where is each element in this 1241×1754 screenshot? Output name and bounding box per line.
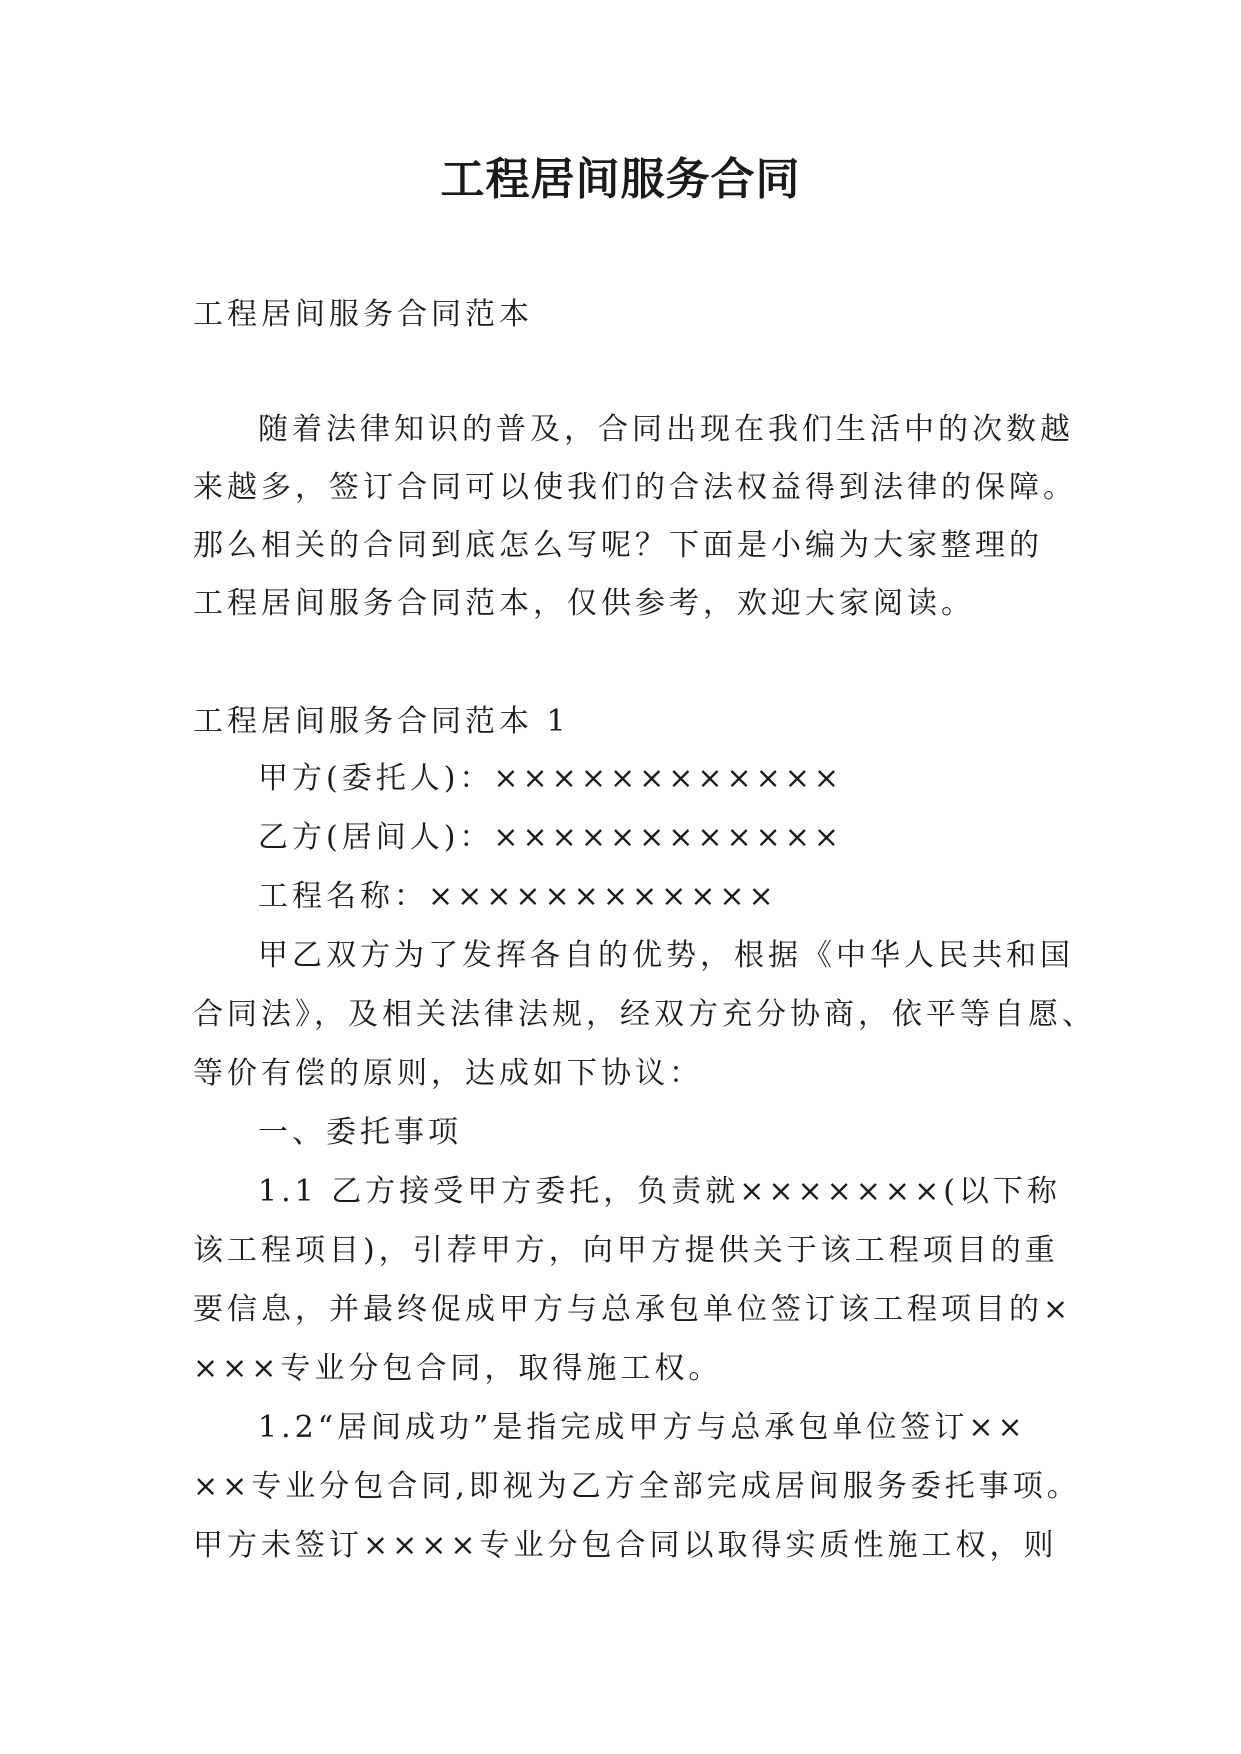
preamble-line: 甲乙双方为了发挥各自的优势，根据《中华人民共和国 <box>258 938 1074 973</box>
clause-1-1-line: 该工程项目)，引荐甲方，向甲方提供关于该工程项目的重 <box>193 1233 1059 1268</box>
section-one-heading: 一、委托事项 <box>258 1115 462 1150</box>
document-title: 工程居间服务合同 <box>440 154 801 205</box>
clause-1-1-line: 1.1 乙方接受甲方委托，负责就×××××××(以下称 <box>258 1174 1061 1209</box>
sample-heading: 工程居间服务合同范本 1 <box>193 704 570 739</box>
clause-1-2-line: 1.2“居间成功”是指完成甲方与总承包单位签订×× <box>258 1410 1027 1445</box>
clause-1-1-line: ×××专业分包合同，取得施工权。 <box>193 1351 723 1386</box>
intro-line: 工程居间服务合同范本，仅供参考，欢迎大家阅读。 <box>193 586 975 621</box>
party-a-line: 甲方(委托人)：×××××××××××× <box>258 761 844 796</box>
intro-line: 来越多，签订合同可以使我们的合法权益得到法律的保障。 <box>193 470 1077 505</box>
preamble-line: 等价有偿的原则，达成如下协议： <box>193 1056 703 1091</box>
clause-1-1-line: 要信息，并最终促成甲方与总承包单位签订该工程项目的× <box>193 1292 1073 1327</box>
clause-1-2-line: 甲方未签订××××专业分包合同以取得实质性施工权，则 <box>193 1528 1058 1563</box>
clause-1-2-line: ××专业分包合同,即视为乙方全部完成居间服务委托事项。 <box>193 1469 1081 1504</box>
preamble-line: 合同法》，及相关法律法规，经双方充分协商，依平等自愿、 <box>193 997 1096 1032</box>
document-subtitle: 工程居间服务合同范本 <box>193 297 533 332</box>
project-name-line: 工程名称：×××××××××××× <box>258 879 778 914</box>
intro-line: 随着法律知识的普及，合同出现在我们生活中的次数越 <box>258 412 1074 447</box>
party-b-line: 乙方(居间人)：×××××××××××× <box>258 820 844 855</box>
intro-line: 那么相关的合同到底怎么写呢？下面是小编为大家整理的 <box>193 528 1043 563</box>
